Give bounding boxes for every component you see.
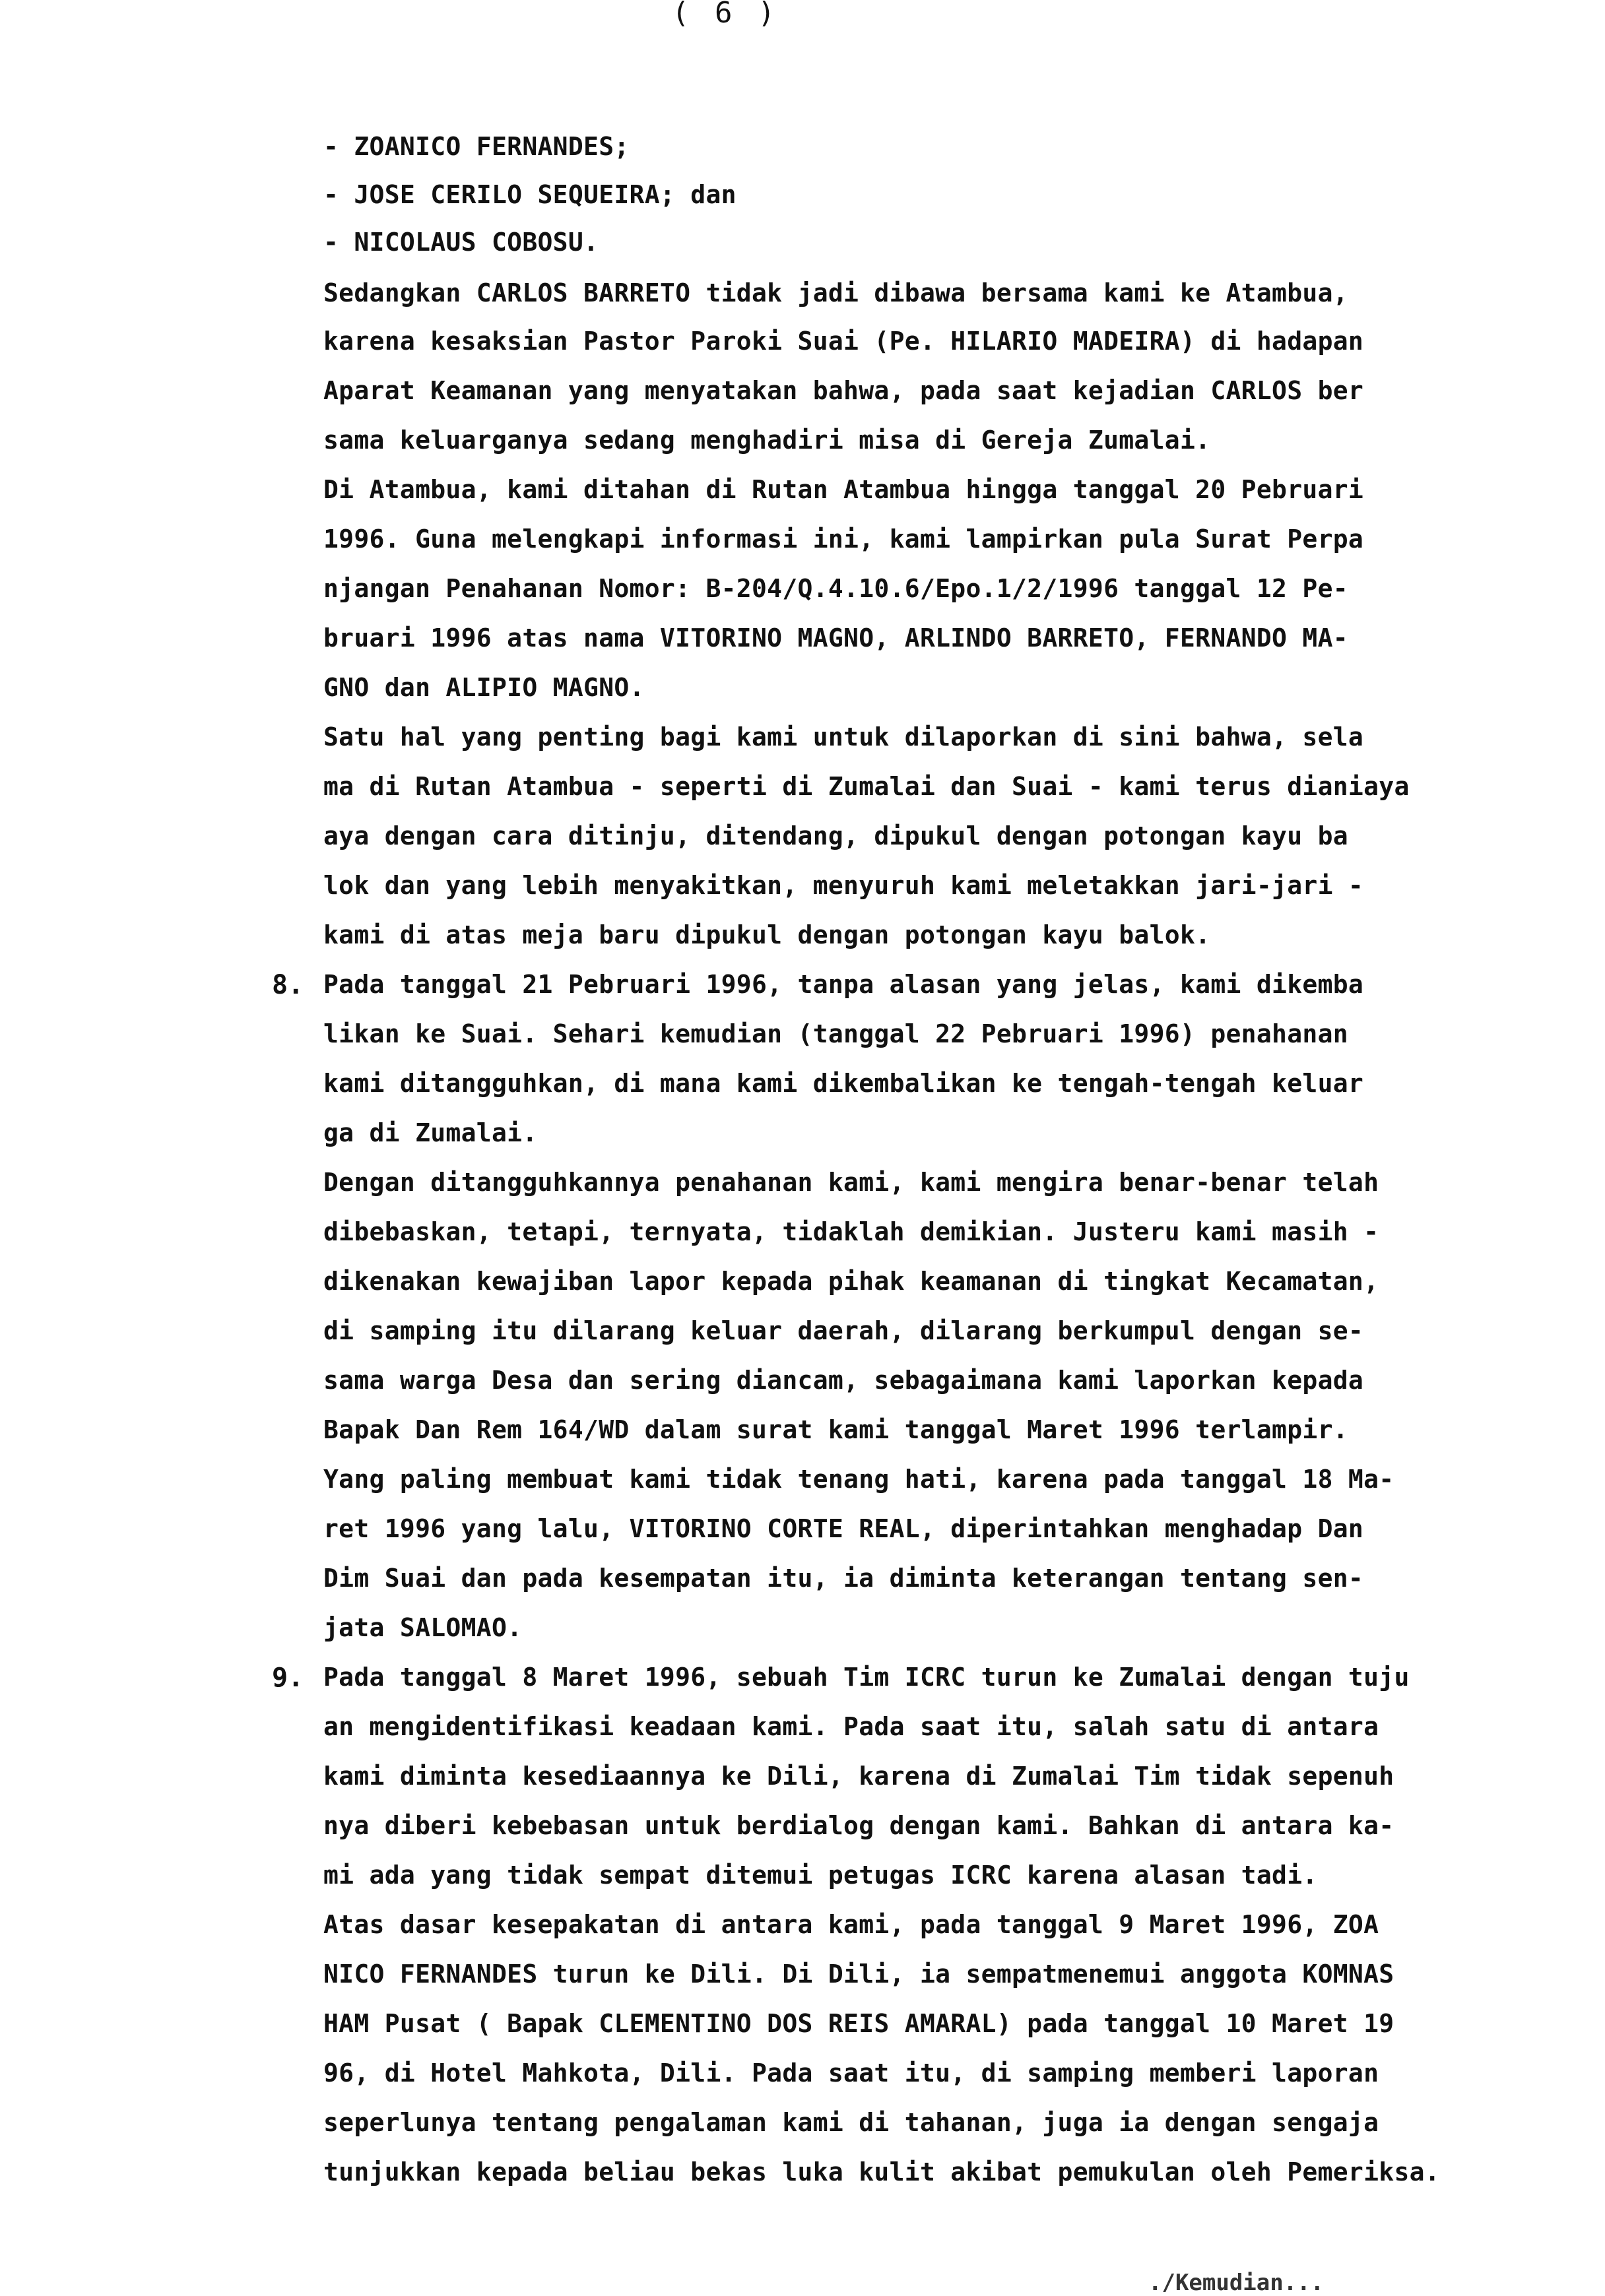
item-number: 9. <box>272 1663 304 1693</box>
text-line: Yang paling membuat kami tidak tenang hati, karena pada tanggal 18 Ma- <box>323 1465 1394 1494</box>
text-line: ga di Zumalai. <box>323 1118 538 1147</box>
text-line: tunjukkan kepada beliau bekas luka kulit akibat pemukulan oleh Pemeriksa. <box>323 2157 1440 2186</box>
page-number: ( 6 ) <box>672 0 779 30</box>
text-line: dikenakan kewajiban lapor kepada pihak keamanan di tingkat Kecamatan, <box>323 1267 1379 1296</box>
text-line: Dengan ditangguhkannya penahanan kami, kami mengira benar-benar telah <box>323 1168 1379 1197</box>
text-line: karena kesaksian Pastor Paroki Suai (Pe. HILARIO MADEIRA) di hadapan <box>323 327 1364 356</box>
text-line: 1996. Guna melengkapi informasi ini, kami lampirkan pula Surat Perpa <box>323 525 1364 554</box>
text-line: jata SALOMAO. <box>323 1613 523 1642</box>
text-line: Di Atambua, kami ditahan di Rutan Atambua hingga tanggal 20 Pebruari <box>323 475 1364 504</box>
text-line: Dim Suai dan pada kesempatan itu, ia diminta keterangan tentang sen- <box>323 1564 1364 1593</box>
text-line: nya diberi kebebasan untuk berdialog dengan kami. Bahkan di antara ka- <box>323 1811 1394 1840</box>
text-line: Pada tanggal 8 Maret 1996, sebuah Tim ICRC turun ke Zumalai dengan tuju <box>323 1663 1410 1692</box>
text-line: Bapak Dan Rem 164/WD dalam surat kami tanggal Maret 1996 terlampir. <box>323 1415 1348 1444</box>
text-line: likan ke Suai. Sehari kemudian (tanggal 22 Pebruari 1996) penahanan <box>323 1019 1348 1048</box>
list-item: - NICOLAUS COBOSU. <box>323 228 599 257</box>
text-line: bruari 1996 atas nama VITORINO MAGNO, ARLINDO BARRETO, FERNANDO MA- <box>323 623 1348 653</box>
text-line: mi ada yang tidak sempat ditemui petugas ICRC karena alasan tadi. <box>323 1861 1318 1890</box>
list-item: - ZOANICO FERNANDES; <box>323 132 630 161</box>
text-line: Atas dasar kesepakatan di antara kami, pada tanggal 9 Maret 1996, ZOA <box>323 1910 1379 1939</box>
text-line: lok dan yang lebih menyakitkan, menyuruh kami meletakkan jari-jari - <box>323 871 1364 900</box>
text-line: ma di Rutan Atambua - seperti di Zumalai dan Suai - kami terus dianiaya <box>323 772 1410 801</box>
text-line: Aparat Keamanan yang menyatakan bahwa, pada saat kejadian CARLOS ber <box>323 376 1364 405</box>
text-line: kami di atas meja baru dipukul dengan potongan kayu balok. <box>323 920 1211 949</box>
text-line: Sedangkan CARLOS BARRETO tidak jadi dibawa bersama kami ke Atambua, <box>323 278 1348 307</box>
text-line: Pada tanggal 21 Pebruari 1996, tanpa alasan yang jelas, kami dikemba <box>323 970 1364 999</box>
text-line: ret 1996 yang lalu, VITORINO CORTE REAL, diperintahkan menghadap Dan <box>323 1514 1364 1543</box>
item-number: 8. <box>272 970 304 1000</box>
text-line: NICO FERNANDES turun ke Dili. Di Dili, ia sempatmenemui anggota KOMNAS <box>323 1960 1394 1989</box>
text-line: njangan Penahanan Nomor: B-204/Q.4.10.6/Epo.1/2/1996 tanggal 12 Pe- <box>323 574 1348 603</box>
text-line: sama keluarganya sedang menghadiri misa di Gereja Zumalai. <box>323 426 1211 455</box>
list-item: - JOSE CERILO SEQUEIRA; dan <box>323 180 737 209</box>
text-line: an mengidentifikasi keadaan kami. Pada saat itu, salah satu di antara <box>323 1712 1379 1741</box>
text-line: GNO dan ALIPIO MAGNO. <box>323 673 645 702</box>
text-line: kami diminta kesediaannya ke Dili, karena di Zumalai Tim tidak sepenuh <box>323 1762 1394 1791</box>
text-line: aya dengan cara ditinju, ditendang, dipukul dengan potongan kayu ba <box>323 821 1348 850</box>
text-line: HAM Pusat ( Bapak CLEMENTINO DOS REIS AMARAL) pada tanggal 10 Maret 19 <box>323 2009 1394 2038</box>
continuation-footer: ./Kemudian... <box>1148 2270 1325 2296</box>
text-line: Satu hal yang penting bagi kami untuk dilaporkan di sini bahwa, sela <box>323 722 1364 751</box>
text-line: kami ditangguhkan, di mana kami dikembalikan ke tengah-tengah keluar <box>323 1069 1364 1098</box>
text-line: seperlunya tentang pengalaman kami di tahanan, juga ia dengan sengaja <box>323 2108 1379 2137</box>
text-line: di samping itu dilarang keluar daerah, dilarang berkumpul dengan se- <box>323 1316 1364 1345</box>
text-line: sama warga Desa dan sering diancam, sebagaimana kami laporkan kepada <box>323 1366 1364 1395</box>
text-line: 96, di Hotel Mahkota, Dili. Pada saat itu, di samping memberi laporan <box>323 2058 1379 2088</box>
text-line: dibebaskan, tetapi, ternyata, tidaklah demikian. Justeru kami masih - <box>323 1217 1379 1246</box>
